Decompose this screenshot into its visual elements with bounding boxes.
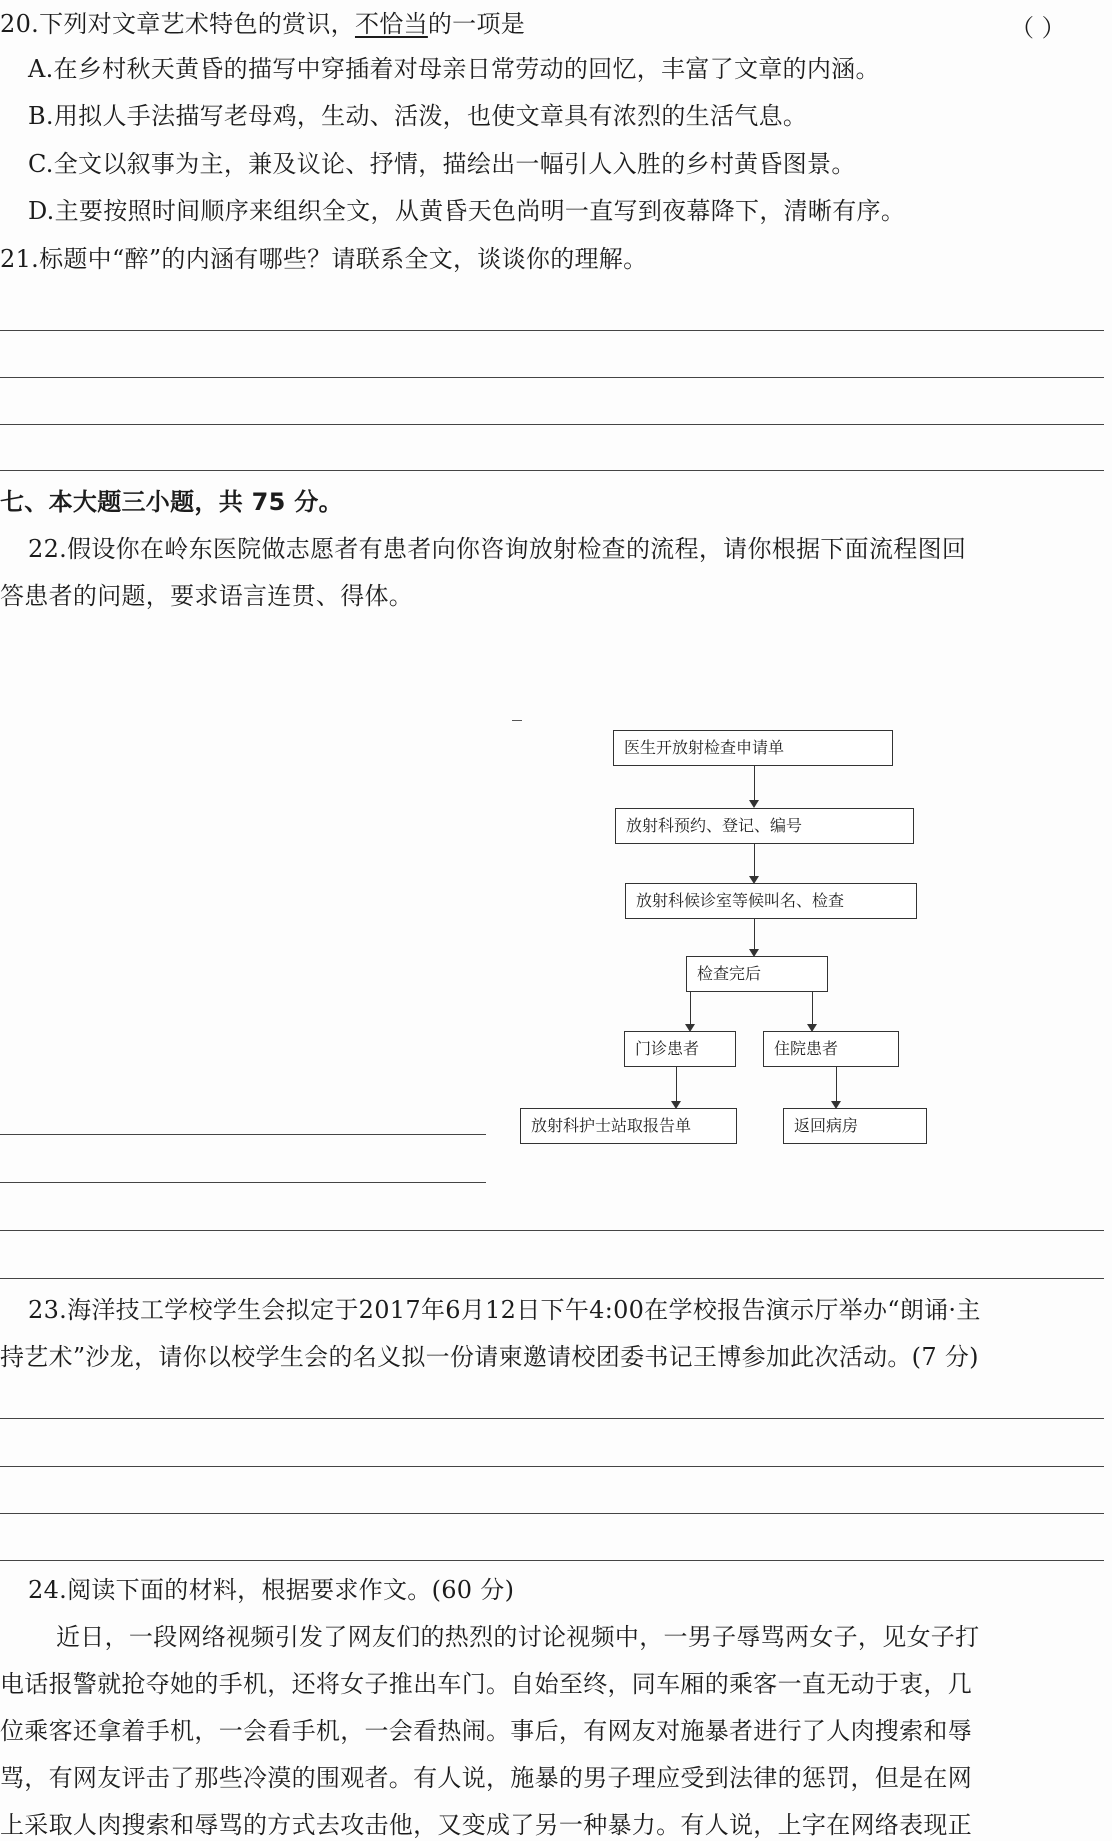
- q20-title-suffix: 的一项是: [427, 10, 526, 38]
- q22-line2: 答患者的问题，要求语言连贯、得体。: [0, 582, 414, 610]
- q24-paragraph-line: 骂，有网友评击了那些冷漠的围观者。有人说，施暴的男子理应受到法律的惩罚，但是在网: [0, 1764, 972, 1792]
- answer-line: [0, 424, 1104, 425]
- q20-option-b: B.用拟人手法描写老母鸡，生动、活泼，也使文章具有浓烈的生活气息。: [28, 102, 808, 130]
- flow-arrow: [690, 992, 691, 1030]
- answer-parentheses: （ ）: [1010, 14, 1066, 42]
- flow-end-report-pickup: 放射科护士站取报告单: [520, 1108, 737, 1144]
- answer-line: [0, 1230, 1104, 1231]
- flow-arrow: [836, 1067, 837, 1107]
- section-heading: 七、本大题三小题，共 75 分。: [0, 488, 343, 516]
- flow-branch-outpatient: 门诊患者: [624, 1031, 736, 1067]
- q20-option-c: C.全文以叙事为主，兼及议论、抒情，描绘出一幅引人入胜的乡村黄昏图景。: [28, 150, 856, 178]
- q20-title-emphasis: 不恰当: [354, 10, 428, 38]
- answer-line: [0, 1560, 1104, 1561]
- answer-line: [0, 1278, 1104, 1279]
- flow-arrow: [754, 844, 755, 882]
- flow-step-waiting-room: 放射科候诊室等候叫名、检查: [625, 883, 917, 919]
- q21-text: 21.标题中“醉”的内涵有哪些？请联系全文，谈谈你的理解。: [0, 245, 648, 273]
- answer-line: [0, 1466, 1104, 1467]
- q22-line1: 22.假设你在岭东医院做志愿者有患者向你咨询放射检查的流程，请你根据下面流程图回: [28, 535, 967, 563]
- answer-line: [0, 470, 1104, 471]
- flow-step-appointment: 放射科预约、登记、编号: [615, 808, 914, 844]
- q24-paragraph-line: 电话报警就抢夺她的手机，还将女子推出车门。自始至终，同车厢的乘客一直无动于衷，几: [0, 1670, 972, 1698]
- flow-end-return-ward: 返回病房: [783, 1108, 927, 1144]
- flow-branch-inpatient: 住院患者: [763, 1031, 899, 1067]
- q20-option-d: D.主要按照时间顺序来组织全文，从黄昏天色尚明一直写到夜幕降下，清晰有序。: [28, 197, 906, 225]
- q24-paragraph-line: 上采取人肉搜索和辱骂的方式去攻击他，又变成了另一种暴力。有人说，上字在网络表现正: [0, 1811, 972, 1839]
- flow-arrow: [754, 766, 755, 806]
- flow-step-doctor-request: 医生开放射检查申请单: [613, 730, 893, 766]
- q23-line2: 持艺术”沙龙，请你以校学生会的名义拟一份请柬邀请校团委书记王博参加此次活动。(7 分): [0, 1343, 979, 1371]
- answer-line: [0, 1418, 1104, 1419]
- q24-paragraph-line: 近日，一段网络视频引发了网友们的热烈的讨论视频中，一男子辱骂两女子，见女子打: [56, 1623, 980, 1651]
- radiology-flowchart: [500, 700, 940, 1160]
- q20-option-a: A.在乡村秋天黄昏的描写中穿插着对母亲日常劳动的回忆，丰富了文章的内涵。: [28, 55, 880, 83]
- answer-line: [0, 330, 1104, 331]
- stray-mark: [512, 720, 522, 721]
- q20-title-prefix: 20.下列对文章艺术特色的赏识，: [0, 10, 355, 38]
- answer-line: [0, 1182, 486, 1183]
- flow-arrow: [754, 919, 755, 955]
- q24-title: 24.阅读下面的材料，根据要求作文。(60 分): [28, 1576, 515, 1604]
- q24-paragraph-line: 位乘客还拿着手机，一会看手机，一会看热闹。事后，有网友对施暴者进行了人肉搜索和辱: [0, 1717, 972, 1745]
- answer-line: [0, 1513, 1104, 1514]
- answer-line: [0, 377, 1104, 378]
- q20-title: [0, 8, 525, 40]
- answer-line: [0, 1134, 486, 1135]
- flow-arrow: [812, 992, 813, 1030]
- q23-line1: 23.海洋技工学校学生会拟定于2017年6月12日下午4:00在学校报告演示厅举办“朗诵·主: [28, 1296, 981, 1324]
- flow-step-exam-done: 检查完后: [686, 956, 828, 992]
- flow-arrow: [676, 1067, 677, 1107]
